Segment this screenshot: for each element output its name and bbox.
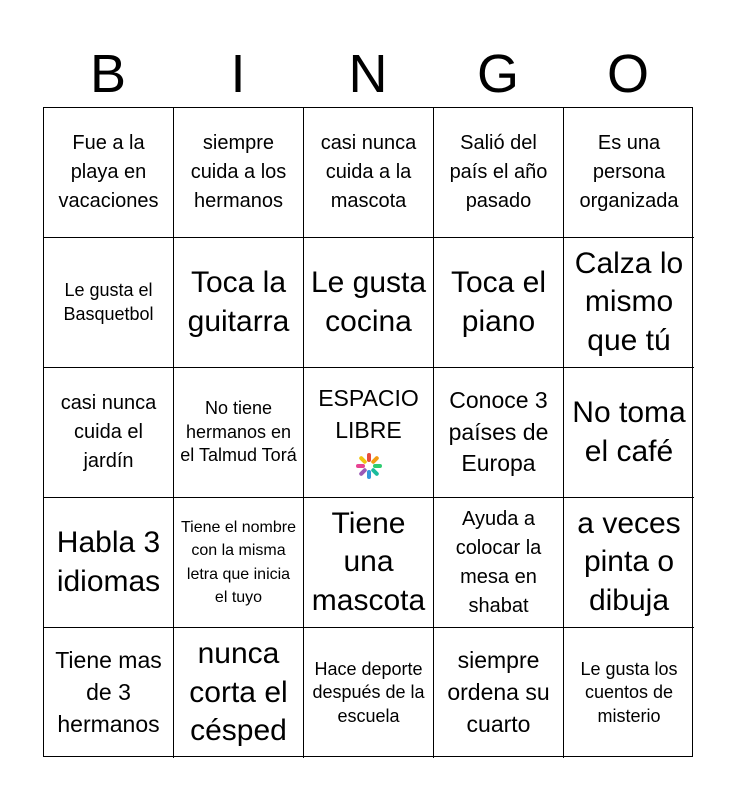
- bingo-cell[interactable]: [44, 498, 174, 628]
- bingo-cell[interactable]: [564, 108, 694, 238]
- bingo-cell[interactable]: [304, 108, 434, 238]
- header-letter-n: N: [348, 44, 388, 104]
- cell-text: Es una persona organizada: [579, 132, 679, 212]
- cell-text: Fue a la playa en vacaciones: [58, 132, 159, 212]
- cell-text: nunca corta el césped: [189, 637, 288, 748]
- bingo-cell[interactable]: [44, 628, 174, 758]
- bingo-cell[interactable]: [434, 498, 564, 628]
- bingo-cell[interactable]: [564, 368, 694, 498]
- cell-text: casi nunca cuida a la mascota: [320, 132, 417, 212]
- cell-text: Toca el piano: [450, 266, 547, 338]
- cell-text: Toca la guitarra: [187, 266, 290, 338]
- bingo-cell[interactable]: [434, 238, 564, 368]
- bingo-cell[interactable]: [564, 628, 694, 758]
- bingo-cell[interactable]: [174, 498, 304, 628]
- bingo-cell[interactable]: [174, 108, 304, 238]
- bingo-cell[interactable]: [564, 498, 694, 628]
- bingo-cell[interactable]: [434, 368, 564, 498]
- cell-text: Le gusta los cuentos de misterio: [580, 658, 678, 726]
- cell-text: Le gusta el Basquetbol: [63, 280, 154, 324]
- bingo-grid: [43, 107, 693, 757]
- cell-text: Hace deporte después de la escuela: [312, 658, 425, 726]
- cell-text: Tiene una mascota: [311, 506, 426, 617]
- cell-text: Calza lo mismo que tú: [574, 246, 684, 357]
- bingo-cell[interactable]: [174, 628, 304, 758]
- bingo-header: [43, 40, 693, 108]
- bingo-cell[interactable]: [44, 108, 174, 238]
- bingo-cell[interactable]: [174, 368, 304, 498]
- cell-text: No toma el café: [572, 396, 686, 468]
- cell-text: Le gusta cocina: [310, 266, 427, 338]
- header-letter-g: G: [476, 44, 519, 104]
- cell-text: Salió del país el año pasado: [449, 132, 548, 212]
- bingo-cell[interactable]: [304, 628, 434, 758]
- header-letter-b: B: [89, 44, 127, 104]
- header-letter-i: I: [230, 44, 246, 104]
- bingo-cell[interactable]: [44, 238, 174, 368]
- bingo-cell[interactable]: [304, 498, 434, 628]
- cell-text: No tiene hermanos en el Talmud Torá: [180, 398, 297, 466]
- free-space-label: ESPACIO LIBRE: [318, 384, 419, 443]
- cell-text: casi nunca cuida el jardín: [60, 392, 157, 472]
- cell-text: Tiene el nombre con la misma letra que inicia el tuyo: [180, 519, 297, 606]
- cell-text: siempre cuida a los hermanos: [190, 132, 287, 212]
- bingo-cell[interactable]: [564, 238, 694, 368]
- bingo-cell[interactable]: [174, 238, 304, 368]
- bingo-cell[interactable]: [44, 368, 174, 498]
- bingo-cell[interactable]: [434, 628, 564, 758]
- cell-text: Tiene mas de 3 hermanos: [55, 647, 162, 737]
- cell-text: Habla 3 idiomas: [56, 526, 161, 598]
- bingo-cell[interactable]: [304, 238, 434, 368]
- cell-text: Ayuda a colocar la mesa en shabat: [455, 507, 542, 617]
- colorful-star-logo-icon: [353, 450, 385, 482]
- bingo-cell[interactable]: [434, 108, 564, 238]
- cell-text: Conoce 3 países de Europa: [448, 386, 549, 477]
- cell-text: siempre ordena su cuarto: [447, 647, 550, 737]
- cell-text: a veces pinta o dibuja: [577, 506, 681, 617]
- free-space-cell[interactable]: [304, 368, 434, 498]
- header-letter-o: O: [606, 44, 649, 104]
